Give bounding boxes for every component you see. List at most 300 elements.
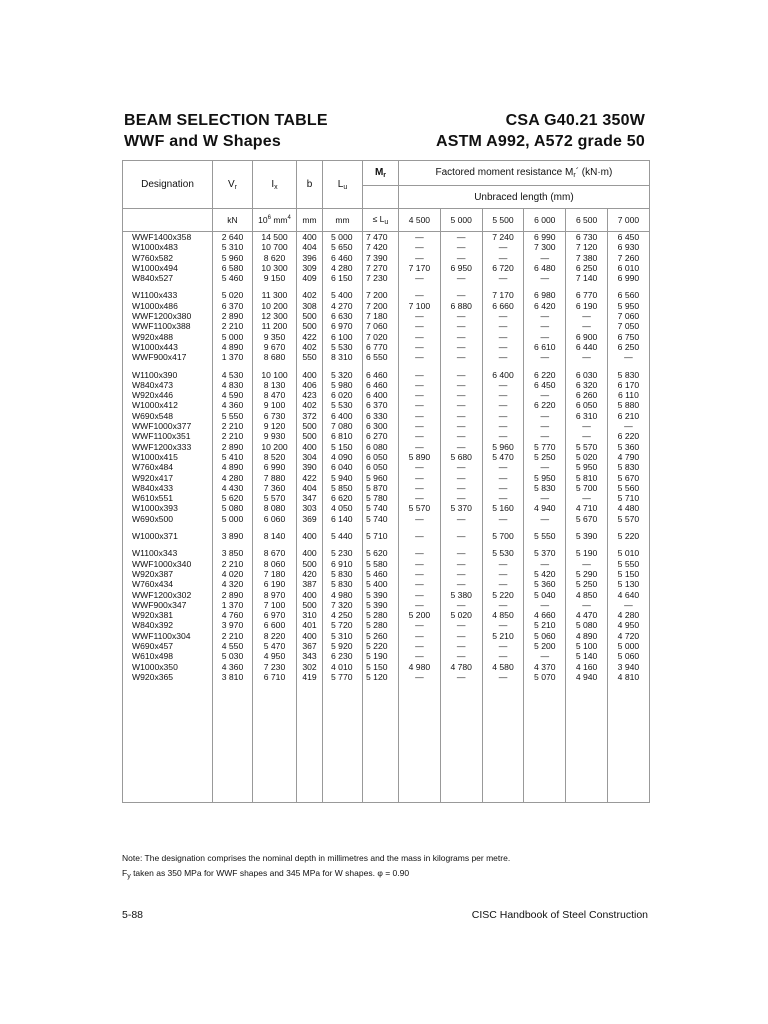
value-cell: 4 710 <box>566 503 608 513</box>
value-cell: 6 730 <box>566 232 608 243</box>
spacer-cell <box>482 283 524 290</box>
spacer-cell <box>297 541 323 548</box>
value-cell: 7 230 <box>363 273 399 283</box>
designation-cell: W920x387 <box>123 569 213 579</box>
value-cell: 7 080 <box>323 421 363 431</box>
value-cell: 8 130 <box>253 380 297 390</box>
value-cell: 5 550 <box>213 411 253 421</box>
value-cell: 6 400 <box>482 370 524 380</box>
value-cell: 5 960 <box>363 473 399 483</box>
value-cell: 3 940 <box>607 662 649 672</box>
value-cell: 5 200 <box>399 610 441 620</box>
spacer-cell <box>524 283 566 290</box>
value-cell: 6 930 <box>607 242 649 252</box>
value-cell: 6 810 <box>323 431 363 441</box>
value-cell: — <box>482 421 524 431</box>
value-cell: 5 570 <box>607 514 649 524</box>
value-cell: — <box>607 421 649 431</box>
ix-unit: $10^6$ $mm^4$ <box>253 209 297 232</box>
value-cell: 5 140 <box>566 651 608 661</box>
designation-cell: W690x457 <box>123 641 213 651</box>
table-row <box>123 559 650 569</box>
value-cell: — <box>440 651 482 661</box>
value-cell: 4 890 <box>213 462 253 472</box>
value-cell: — <box>524 421 566 431</box>
value-cell: 7 060 <box>363 321 399 331</box>
table-row <box>123 390 650 400</box>
value-cell: 5 560 <box>607 483 649 493</box>
value-cell: 2 210 <box>213 431 253 441</box>
value-cell: 367 <box>297 641 323 651</box>
value-cell: — <box>482 620 524 630</box>
value-cell: — <box>399 431 441 441</box>
value-cell: — <box>482 462 524 472</box>
length-4500: 4 500 <box>399 209 441 232</box>
value-cell: — <box>482 559 524 569</box>
value-cell: — <box>399 493 441 503</box>
value-cell: 5 130 <box>607 579 649 589</box>
value-cell: 8 620 <box>253 253 297 263</box>
table-row <box>123 442 650 452</box>
value-cell: 5 220 <box>607 531 649 541</box>
value-cell: 7 140 <box>566 273 608 283</box>
value-cell: 5 530 <box>323 342 363 352</box>
value-cell: 7 060 <box>607 311 649 321</box>
value-cell: — <box>482 569 524 579</box>
table-bottom-space <box>123 682 650 803</box>
designation-cell: W1000x412 <box>123 400 213 410</box>
value-cell: 6 550 <box>363 352 399 362</box>
value-cell: 6 400 <box>323 411 363 421</box>
value-cell: 4 850 <box>566 590 608 600</box>
value-cell: 10 700 <box>253 242 297 252</box>
value-cell: 5 650 <box>323 242 363 252</box>
value-cell: 9 930 <box>253 431 297 441</box>
value-cell: 6 370 <box>213 301 253 311</box>
value-cell: 6 190 <box>253 579 297 589</box>
value-cell: 2 210 <box>213 321 253 331</box>
value-cell: — <box>440 290 482 300</box>
value-cell: 6 580 <box>213 263 253 273</box>
value-cell: 4 940 <box>566 672 608 682</box>
value-cell: 5 950 <box>607 301 649 311</box>
blank-cell <box>323 682 363 803</box>
value-cell: 6 170 <box>607 380 649 390</box>
spacer-cell <box>482 363 524 370</box>
value-cell: 11 200 <box>253 321 297 331</box>
note-fy: $F_y$ taken as 350 MPa for WWF shapes and 345 MPa for W shapes. φ = 0.90 <box>122 868 410 880</box>
value-cell: — <box>440 531 482 541</box>
designation-unit-cell <box>123 209 213 232</box>
value-cell: — <box>524 493 566 503</box>
value-cell: 5 390 <box>363 600 399 610</box>
value-cell: 7 180 <box>363 311 399 321</box>
value-cell: 7 200 <box>363 290 399 300</box>
value-cell: 3 850 <box>213 548 253 558</box>
value-cell: 10 200 <box>253 301 297 311</box>
value-cell: — <box>399 631 441 641</box>
value-cell: — <box>440 232 482 243</box>
value-cell: 5 420 <box>524 569 566 579</box>
steel-grade-astm: ASTM A992, A572 grade 50 <box>435 133 645 150</box>
b-unit: mm <box>297 209 323 232</box>
value-cell: 5 080 <box>566 620 608 630</box>
value-cell: 5 220 <box>363 641 399 651</box>
value-cell: 6 610 <box>524 342 566 352</box>
value-cell: 5 570 <box>399 503 441 513</box>
designation-cell: W1100x343 <box>123 548 213 558</box>
value-cell: 390 <box>297 462 323 472</box>
spacer-cell <box>363 363 399 370</box>
spacer-cell <box>123 363 213 370</box>
designation-cell: WWF1200x333 <box>123 442 213 452</box>
value-cell: 500 <box>297 600 323 610</box>
value-cell: 5 470 <box>482 452 524 462</box>
spacer-cell <box>213 541 253 548</box>
spacer-cell <box>399 541 441 548</box>
value-cell: 6 080 <box>363 442 399 452</box>
value-cell: 5 680 <box>440 452 482 462</box>
value-cell: — <box>482 641 524 651</box>
value-cell: 10 200 <box>253 442 297 452</box>
value-cell: 7 180 <box>253 569 297 579</box>
value-cell: 4 950 <box>607 620 649 630</box>
value-cell: 550 <box>297 352 323 362</box>
table-row <box>123 531 650 541</box>
value-cell: — <box>399 321 441 331</box>
value-cell: 4 250 <box>323 610 363 620</box>
value-cell: 400 <box>297 548 323 558</box>
length-7000: 7 000 <box>607 209 649 232</box>
value-cell: 6 220 <box>607 431 649 441</box>
value-cell: 7 020 <box>363 332 399 342</box>
value-cell: — <box>399 579 441 589</box>
value-cell: — <box>524 253 566 263</box>
designation-cell: WWF1200x380 <box>123 311 213 321</box>
value-cell: — <box>482 273 524 283</box>
value-cell: 6 460 <box>323 253 363 263</box>
value-cell: 7 390 <box>363 253 399 263</box>
value-cell: — <box>440 514 482 524</box>
value-cell: 7 380 <box>566 253 608 263</box>
value-cell: — <box>482 411 524 421</box>
value-cell: 6 770 <box>363 342 399 352</box>
value-cell: — <box>440 641 482 651</box>
table-row <box>123 290 650 300</box>
value-cell: 5 400 <box>323 290 363 300</box>
value-cell: 4 050 <box>323 503 363 513</box>
value-cell: — <box>482 253 524 263</box>
value-cell: 6 190 <box>566 301 608 311</box>
designation-cell: W1000x443 <box>123 342 213 352</box>
value-cell: — <box>440 672 482 682</box>
value-cell: 303 <box>297 503 323 513</box>
spacer-cell <box>399 363 441 370</box>
spacer-cell <box>607 363 649 370</box>
group-spacer <box>123 524 650 531</box>
value-cell: 6 320 <box>566 380 608 390</box>
value-cell: — <box>524 559 566 569</box>
designation-cell: WWF1100x388 <box>123 321 213 331</box>
value-cell: 3 970 <box>213 620 253 630</box>
value-cell: 5 070 <box>524 672 566 682</box>
value-cell: 404 <box>297 242 323 252</box>
designation-cell: W920x446 <box>123 390 213 400</box>
value-cell: 7 270 <box>363 263 399 273</box>
table-row <box>123 631 650 641</box>
mr-unit: ≤ $L_u$ <box>363 209 399 232</box>
value-cell: — <box>440 273 482 283</box>
value-cell: 5 400 <box>363 579 399 589</box>
value-cell: 5 710 <box>363 531 399 541</box>
value-cell: 2 640 <box>213 232 253 243</box>
value-cell: 5 740 <box>363 503 399 513</box>
table-row <box>123 311 650 321</box>
value-cell: — <box>482 390 524 400</box>
spacer-cell <box>566 541 608 548</box>
value-cell: 4 280 <box>213 473 253 483</box>
value-cell: 5 830 <box>607 370 649 380</box>
designation-cell: W690x500 <box>123 514 213 524</box>
value-cell: 7 300 <box>524 242 566 252</box>
value-cell: — <box>399 253 441 263</box>
value-cell: 6 040 <box>323 462 363 472</box>
value-cell: — <box>399 390 441 400</box>
value-cell: 8 970 <box>253 590 297 600</box>
value-cell: 369 <box>297 514 323 524</box>
value-cell: 4 020 <box>213 569 253 579</box>
designation-cell: WWF900x347 <box>123 600 213 610</box>
value-cell: 422 <box>297 332 323 342</box>
value-cell: 401 <box>297 620 323 630</box>
spacer-cell <box>440 283 482 290</box>
value-cell: 6 100 <box>323 332 363 342</box>
ix-header: $I_x$ <box>253 161 297 209</box>
table-row <box>123 590 650 600</box>
value-cell: 6 270 <box>363 431 399 441</box>
value-cell: 6 970 <box>253 610 297 620</box>
value-cell: 400 <box>297 370 323 380</box>
table-row <box>123 242 650 252</box>
value-cell: 420 <box>297 569 323 579</box>
value-cell: — <box>524 273 566 283</box>
value-cell: 4 270 <box>323 301 363 311</box>
value-cell: 8 080 <box>253 503 297 513</box>
value-cell: — <box>482 352 524 362</box>
value-cell: 402 <box>297 400 323 410</box>
group-spacer <box>123 541 650 548</box>
value-cell: 4 790 <box>607 452 649 462</box>
value-cell: 4 890 <box>566 631 608 641</box>
table-row <box>123 411 650 421</box>
value-cell: 5 550 <box>607 559 649 569</box>
value-cell: 500 <box>297 311 323 321</box>
designation-cell: W1000x415 <box>123 452 213 462</box>
value-cell: 6 440 <box>566 342 608 352</box>
value-cell: 5 570 <box>253 493 297 503</box>
value-cell: 4 780 <box>440 662 482 672</box>
value-cell: — <box>566 321 608 331</box>
value-cell: 4 280 <box>323 263 363 273</box>
designation-cell: W1000x393 <box>123 503 213 513</box>
lu-header: $L_u$ <box>323 161 363 209</box>
value-cell: 343 <box>297 651 323 661</box>
value-cell: 5 060 <box>607 651 649 661</box>
designation-cell: W920x417 <box>123 473 213 483</box>
value-cell: 6 900 <box>566 332 608 342</box>
value-cell: 5 250 <box>566 579 608 589</box>
value-cell: 6 910 <box>323 559 363 569</box>
value-cell: 5 460 <box>213 273 253 283</box>
value-cell: 4 590 <box>213 390 253 400</box>
spacer-cell <box>297 283 323 290</box>
value-cell: — <box>566 431 608 441</box>
table-row <box>123 641 650 651</box>
value-cell: 6 880 <box>440 301 482 311</box>
table-row <box>123 548 650 558</box>
value-cell: 6 220 <box>524 370 566 380</box>
spacer-cell <box>440 541 482 548</box>
value-cell: 5 960 <box>213 253 253 263</box>
value-cell: 4 940 <box>524 503 566 513</box>
value-cell: 10 300 <box>253 263 297 273</box>
value-cell: 6 150 <box>323 273 363 283</box>
value-cell: 6 710 <box>253 672 297 682</box>
value-cell: — <box>399 590 441 600</box>
value-cell: — <box>399 442 441 452</box>
value-cell: 6 630 <box>323 311 363 321</box>
value-cell: 7 100 <box>253 600 297 610</box>
value-cell: 5 310 <box>323 631 363 641</box>
value-cell: 5 230 <box>323 548 363 558</box>
blank-cell <box>363 682 399 803</box>
value-cell: 5 620 <box>213 493 253 503</box>
value-cell: 3 890 <box>213 531 253 541</box>
spacer-cell <box>524 524 566 531</box>
value-cell: 310 <box>297 610 323 620</box>
value-cell: — <box>566 559 608 569</box>
designation-cell: W1100x390 <box>123 370 213 380</box>
table-row <box>123 400 650 410</box>
spacer-cell <box>524 363 566 370</box>
value-cell: 5 190 <box>566 548 608 558</box>
designation-cell: WWF1200x302 <box>123 590 213 600</box>
value-cell: 6 480 <box>524 263 566 273</box>
value-cell: — <box>440 342 482 352</box>
value-cell: — <box>399 483 441 493</box>
value-cell: 8 680 <box>253 352 297 362</box>
value-cell: 5 830 <box>524 483 566 493</box>
table-row <box>123 569 650 579</box>
beam-selection-table <box>122 160 650 803</box>
unbraced-length-header: Unbraced length (mm) <box>399 186 650 209</box>
value-cell: 5 830 <box>323 569 363 579</box>
value-cell: — <box>440 411 482 421</box>
value-cell: — <box>399 311 441 321</box>
spacer-cell <box>607 283 649 290</box>
value-cell: 4 980 <box>399 662 441 672</box>
value-cell: — <box>399 514 441 524</box>
value-cell: — <box>399 242 441 252</box>
designation-cell: W1000x350 <box>123 662 213 672</box>
value-cell: — <box>482 242 524 252</box>
blank-cell <box>213 682 253 803</box>
table-row <box>123 342 650 352</box>
value-cell: 500 <box>297 421 323 431</box>
value-cell: 5 580 <box>363 559 399 569</box>
spacer-cell <box>482 541 524 548</box>
value-cell: 309 <box>297 263 323 273</box>
blank-cell <box>607 682 649 803</box>
designation-cell: W840x473 <box>123 380 213 390</box>
spacer-cell <box>297 524 323 531</box>
value-cell: — <box>440 600 482 610</box>
value-cell: — <box>399 672 441 682</box>
value-cell: 402 <box>297 342 323 352</box>
value-cell: 5 020 <box>213 290 253 300</box>
value-cell: 5 150 <box>607 569 649 579</box>
spacer-cell <box>566 524 608 531</box>
table-row <box>123 600 650 610</box>
value-cell: — <box>440 462 482 472</box>
designation-cell: W1100x433 <box>123 290 213 300</box>
value-cell: — <box>399 411 441 421</box>
value-cell: 500 <box>297 431 323 441</box>
value-cell: 6 060 <box>253 514 297 524</box>
value-cell: 302 <box>297 662 323 672</box>
spacer-cell <box>363 524 399 531</box>
value-cell: 7 170 <box>482 290 524 300</box>
table-row <box>123 421 650 431</box>
spacer-cell <box>607 524 649 531</box>
value-cell: — <box>524 390 566 400</box>
value-cell: — <box>524 651 566 661</box>
table-row <box>123 662 650 672</box>
value-cell: 5 740 <box>363 514 399 524</box>
value-cell: — <box>440 631 482 641</box>
value-cell: — <box>399 421 441 431</box>
table-title: BEAM SELECTION TABLE <box>124 112 328 129</box>
table-row <box>123 332 650 342</box>
table-row <box>123 483 650 493</box>
value-cell: 7 050 <box>607 321 649 331</box>
value-cell: 6 250 <box>607 342 649 352</box>
designation-cell: W610x551 <box>123 493 213 503</box>
value-cell: 404 <box>297 483 323 493</box>
value-cell: 6 230 <box>323 651 363 661</box>
value-cell: — <box>440 253 482 263</box>
value-cell: 4 830 <box>213 380 253 390</box>
vr-unit: kN <box>213 209 253 232</box>
value-cell: — <box>607 600 649 610</box>
value-cell: 6 050 <box>566 400 608 410</box>
value-cell: — <box>482 672 524 682</box>
value-cell: — <box>440 421 482 431</box>
value-cell: 4 470 <box>566 610 608 620</box>
designation-cell: W920x488 <box>123 332 213 342</box>
value-cell: — <box>399 370 441 380</box>
spacer-cell <box>323 541 363 548</box>
value-cell: 6 730 <box>253 411 297 421</box>
designation-cell: WWF1100x351 <box>123 431 213 441</box>
spacer-cell <box>607 541 649 548</box>
value-cell: — <box>524 352 566 362</box>
blank-cell <box>123 682 213 803</box>
value-cell: 409 <box>297 273 323 283</box>
spacer-cell <box>323 363 363 370</box>
value-cell: — <box>524 321 566 331</box>
designation-cell: W1000x483 <box>123 242 213 252</box>
